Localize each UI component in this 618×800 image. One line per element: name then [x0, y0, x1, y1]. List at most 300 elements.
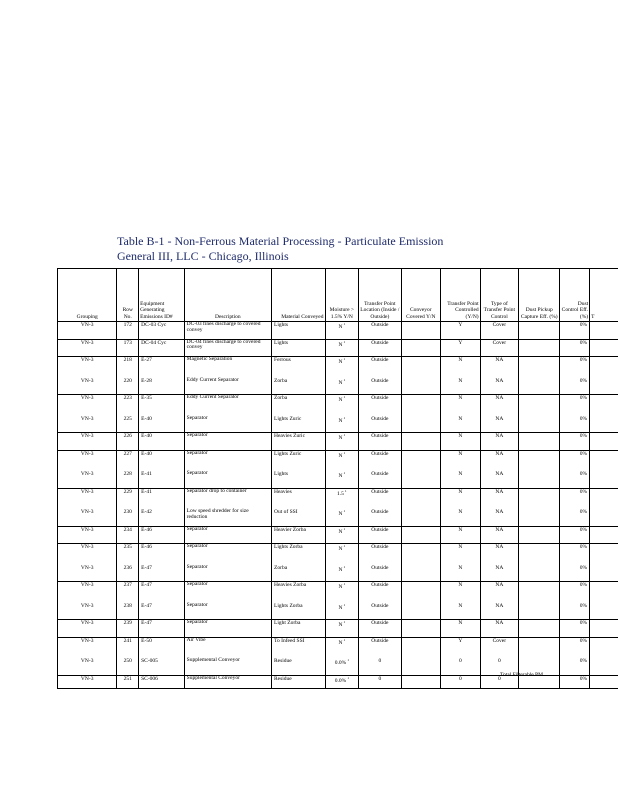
cell-controlled: Y [441, 637, 481, 654]
cell-control-eff: 0% [560, 374, 590, 395]
table-row [58, 505, 618, 526]
cell-equipment-id: E-47 [139, 582, 185, 599]
table-row [58, 374, 618, 395]
cell-covered [401, 505, 441, 526]
cell-material: Heavier Zorba [272, 526, 325, 544]
emissions-table [58, 269, 618, 689]
cell-controlled: N [441, 467, 481, 488]
cell-moisture [325, 637, 359, 654]
cell-material: Lights [272, 322, 325, 340]
cell-covered [401, 433, 441, 451]
cell-controlled: N [441, 488, 481, 505]
cell-material: Light Zorba [272, 620, 325, 638]
cell-next [590, 412, 618, 433]
cell-controlled: N [441, 544, 481, 561]
cell-control-type: NA [480, 450, 518, 467]
cell-equipment-id: E-46 [139, 526, 185, 544]
cell-control-type: NA [480, 544, 518, 561]
cell-row-no: 227 [117, 450, 139, 467]
footnote-mark: 1 [343, 564, 346, 569]
cell-location: 0 [359, 654, 401, 675]
cell-description: Separator [184, 433, 271, 451]
cell-control-type: NA [480, 412, 518, 433]
cell-next [590, 526, 618, 544]
cell-control-type: NA [480, 433, 518, 451]
table-row [58, 357, 618, 374]
cell-material: Zorba [272, 374, 325, 395]
cell-moisture [325, 412, 359, 433]
header-location: Transfer Point Location (Inside / Outside) [359, 269, 401, 322]
cell-location: Outside [359, 505, 401, 526]
cell-material: Out of SSI [272, 505, 325, 526]
footnote-mark: 1 [344, 488, 347, 493]
cell-covered [401, 357, 441, 374]
footnote-mark: 1 [343, 471, 346, 475]
cell-description: Supplemental Conveyor [184, 654, 271, 675]
cell-controlled: 0 [441, 654, 481, 675]
cell-control-eff: 0% [560, 395, 590, 412]
cell-equipment-id: E-27 [139, 357, 185, 374]
cell-equipment-id: E-40 [139, 412, 185, 433]
cell-equipment-id: DC-04 Cyc [139, 339, 185, 357]
cell-row-no: 237 [117, 582, 139, 599]
cell-location: Outside [359, 488, 401, 505]
table-row [58, 322, 618, 340]
cell-row-no: 223 [117, 395, 139, 412]
cell-row-no: 220 [117, 374, 139, 395]
footnote-mark: 1 [343, 377, 346, 382]
cell-grouping: VN-3 [58, 357, 117, 374]
cell-capture-eff [519, 620, 560, 638]
cell-covered [401, 412, 441, 433]
cell-location: Outside [359, 544, 401, 561]
moisture-value: N [338, 604, 343, 611]
table-row [58, 561, 618, 582]
cell-moisture [325, 654, 359, 675]
moisture-value: N [338, 417, 343, 424]
cell-capture-eff [519, 526, 560, 544]
moisture-value: N [338, 510, 343, 517]
cell-row-no: 173 [117, 339, 139, 357]
cell-description: Separator drop to container [184, 488, 271, 505]
cell-description: Separator [184, 467, 271, 488]
moisture-value: N [338, 452, 343, 459]
cell-grouping: VN-3 [58, 412, 117, 433]
table-row [58, 599, 618, 620]
table-row [58, 467, 618, 488]
cell-equipment-id: E-47 [139, 620, 185, 638]
cell-control-type: NA [480, 561, 518, 582]
table-row [58, 395, 618, 412]
cell-material: Ferrous [272, 357, 325, 374]
cell-control-type: 0 [480, 654, 518, 675]
cell-covered [401, 450, 441, 467]
cell-description: Separator [184, 544, 271, 561]
footnote-mark: 1 [343, 526, 346, 531]
header-equipment-id: Equipment Generating Emissions ID# [139, 269, 185, 322]
cell-controlled: N [441, 599, 481, 620]
cell-equipment-id: E-40 [139, 433, 185, 451]
cell-capture-eff [519, 433, 560, 451]
footnote-mark: 1 [343, 357, 346, 361]
cell-control-type: NA [480, 488, 518, 505]
cell-grouping: VN-3 [58, 395, 117, 412]
cell-description: Supplemental Conveyor [184, 675, 271, 689]
cell-equipment-id: E-47 [139, 599, 185, 620]
cell-material: Heavies Zuric [272, 433, 325, 451]
cell-capture-eff [519, 412, 560, 433]
header-description: Description [184, 269, 271, 322]
cell-control-eff: 0% [560, 599, 590, 620]
cell-control-type: Cover [480, 322, 518, 340]
cell-covered [401, 322, 441, 340]
cell-covered [401, 544, 441, 561]
cell-grouping: VN-3 [58, 544, 117, 561]
cell-material: Lights Zuric [272, 450, 325, 467]
footnote-mark: 1 [343, 637, 346, 642]
table-row [58, 450, 618, 467]
cell-control-type: 0 [480, 675, 518, 689]
cell-controlled: Y [441, 339, 481, 357]
cell-control-type: NA [480, 357, 518, 374]
table-row [58, 339, 618, 357]
cell-equipment-id: E-42 [139, 505, 185, 526]
cell-next [590, 433, 618, 451]
cell-equipment-id: SC-005 [139, 654, 185, 675]
cell-capture-eff [519, 561, 560, 582]
cell-controlled: N [441, 582, 481, 599]
cell-capture-eff [519, 322, 560, 340]
cell-description: Separator [184, 526, 271, 544]
cell-description: DC-03 fines discharge to covered convey [184, 322, 271, 340]
cell-controlled: N [441, 374, 481, 395]
footnote-mark: 1 [343, 450, 346, 455]
moisture-value: N [338, 566, 343, 573]
cell-row-no: 251 [117, 675, 139, 689]
cell-location: Outside [359, 582, 401, 599]
cell-capture-eff [519, 582, 560, 599]
cell-controlled: N [441, 433, 481, 451]
cell-description: Separator [184, 561, 271, 582]
cell-control-eff: 0% [560, 544, 590, 561]
cell-control-eff: 0% [560, 488, 590, 505]
cell-location: Outside [359, 374, 401, 395]
cell-next [590, 544, 618, 561]
cell-next [590, 599, 618, 620]
cell-location: Outside [359, 450, 401, 467]
header-control-type: Type of Transfer Point Control [480, 269, 518, 322]
cell-control-type: NA [480, 620, 518, 638]
cell-material: Lights Zorba [272, 599, 325, 620]
cell-control-eff: 0% [560, 467, 590, 488]
cell-material: Heavies Zorba [272, 582, 325, 599]
cell-control-type: NA [480, 395, 518, 412]
cell-control-type: NA [480, 467, 518, 488]
header-controlled: Transfer Point Controlled (Y/N) [441, 269, 481, 322]
cell-row-no: 241 [117, 637, 139, 654]
cell-equipment-id: SC-006 [139, 675, 185, 689]
cell-material: Residue [272, 675, 325, 689]
footnote-mark: 1 [343, 509, 346, 513]
cell-location: Outside [359, 637, 401, 654]
cell-material: To Infeed SSI [272, 637, 325, 654]
moisture-value: N [338, 434, 343, 441]
cell-material: Lights [272, 339, 325, 357]
cell-equipment-id: E-35 [139, 395, 185, 412]
cell-capture-eff [519, 637, 560, 654]
cell-grouping: VN-3 [58, 433, 117, 451]
moisture-value: N [338, 358, 343, 365]
cell-grouping: VN-3 [58, 620, 117, 638]
moisture-value: N [338, 621, 343, 628]
cell-controlled: N [441, 395, 481, 412]
cell-equipment-id: E-47 [139, 561, 185, 582]
cell-description: Separator [184, 599, 271, 620]
cell-controlled: N [441, 561, 481, 582]
cell-description: Air Vibe [184, 637, 271, 654]
header-moisture: Moisture > 1.5% Y/N [325, 269, 359, 322]
cell-next [590, 357, 618, 374]
cell-controlled: N [441, 505, 481, 526]
cell-controlled: N [441, 526, 481, 544]
cell-control-type: NA [480, 599, 518, 620]
cell-moisture [325, 620, 359, 638]
table-row [58, 544, 618, 561]
cell-next [590, 450, 618, 467]
cell-moisture [325, 374, 359, 395]
cell-covered [401, 395, 441, 412]
cell-material: Residue [272, 654, 325, 675]
cell-covered [401, 582, 441, 599]
cell-capture-eff [519, 599, 560, 620]
cell-row-no: 226 [117, 433, 139, 451]
cell-material: Lights [272, 467, 325, 488]
cell-row-no: 229 [117, 488, 139, 505]
cell-location: Outside [359, 322, 401, 340]
cell-location: Outside [359, 526, 401, 544]
cell-control-eff: 0% [560, 450, 590, 467]
cell-location: Outside [359, 599, 401, 620]
cell-equipment-id: E-40 [139, 450, 185, 467]
moisture-value: N [338, 341, 343, 348]
cell-next [590, 505, 618, 526]
header-next-col: T [590, 269, 618, 322]
cell-next [590, 374, 618, 395]
cell-next [590, 620, 618, 638]
moisture-value: N [338, 545, 343, 552]
cell-control-eff: 0% [560, 433, 590, 451]
cell-capture-eff [519, 357, 560, 374]
cell-control-eff: 0% [560, 654, 590, 675]
cell-equipment-id: E-28 [139, 374, 185, 395]
footnote-mark: 1 [343, 339, 346, 344]
footnote-mark: 1 [343, 322, 346, 326]
table-row [58, 412, 618, 433]
footnote-mark: 1 [343, 620, 346, 624]
cell-row-no: 250 [117, 654, 139, 675]
cell-location: Outside [359, 467, 401, 488]
cell-row-no: 235 [117, 544, 139, 561]
table-row [58, 637, 618, 654]
cell-capture-eff [519, 374, 560, 395]
cell-control-eff: 0% [560, 675, 590, 689]
cell-capture-eff [519, 395, 560, 412]
cell-material: Lights Zorba [272, 544, 325, 561]
cell-grouping: VN-3 [58, 637, 117, 654]
cell-covered [401, 620, 441, 638]
cell-grouping: VN-3 [58, 488, 117, 505]
table-row [58, 526, 618, 544]
cell-grouping: VN-3 [58, 675, 117, 689]
cell-controlled: Y [441, 322, 481, 340]
cell-next [590, 467, 618, 488]
cell-equipment-id: E-41 [139, 488, 185, 505]
cell-location: Outside [359, 412, 401, 433]
cell-description: Eddy Current Separator [184, 395, 271, 412]
footnote-mark: 1 [343, 395, 346, 399]
cell-control-eff: 0% [560, 582, 590, 599]
footnote-mark: 1 [347, 675, 349, 680]
cell-moisture [325, 339, 359, 357]
cell-grouping: VN-3 [58, 526, 117, 544]
cell-next [590, 395, 618, 412]
cell-material: Zorba [272, 395, 325, 412]
cell-description: Separator [184, 582, 271, 599]
header-row-no: Row No. [117, 269, 139, 322]
cell-next [590, 339, 618, 357]
cell-control-eff: 0% [560, 526, 590, 544]
cell-covered [401, 526, 441, 544]
cell-description: Separator [184, 450, 271, 467]
cell-covered [401, 675, 441, 689]
cell-next [590, 322, 618, 340]
cell-equipment-id: DC-03 Cyc [139, 322, 185, 340]
cell-row-no: 230 [117, 505, 139, 526]
cell-row-no: 234 [117, 526, 139, 544]
table-row [58, 620, 618, 638]
cell-control-eff: 0% [560, 339, 590, 357]
moisture-value: N [338, 323, 343, 330]
cell-material: Lights Zuric [272, 412, 325, 433]
moisture-value: 0.0% [334, 677, 347, 684]
footnote-mark: 1 [343, 602, 346, 607]
cell-location: 0 [359, 675, 401, 689]
cell-covered [401, 561, 441, 582]
footnote-mark: 1 [343, 544, 346, 548]
cell-description: Eddy Current Separator [184, 374, 271, 395]
cell-row-no: 225 [117, 412, 139, 433]
table-row [58, 488, 618, 505]
cell-capture-eff [519, 467, 560, 488]
cell-moisture [325, 582, 359, 599]
cell-capture-eff [519, 488, 560, 505]
table-row [58, 433, 618, 451]
cell-material: Heavies [272, 488, 325, 505]
cell-control-eff: 0% [560, 322, 590, 340]
cell-moisture [325, 599, 359, 620]
cell-controlled: N [441, 620, 481, 638]
cell-controlled: N [441, 450, 481, 467]
cell-covered [401, 599, 441, 620]
cell-grouping: VN-3 [58, 450, 117, 467]
cell-control-type: Cover [480, 339, 518, 357]
cell-next [590, 637, 618, 654]
cell-description: Separator [184, 620, 271, 638]
cell-row-no: 239 [117, 620, 139, 638]
moisture-value: N [338, 583, 343, 590]
cell-control-eff: 0% [560, 620, 590, 638]
cell-covered [401, 467, 441, 488]
cell-grouping: VN-3 [58, 505, 117, 526]
cell-covered [401, 339, 441, 357]
footnote-mark: 1 [343, 433, 346, 437]
cell-control-eff: 0% [560, 561, 590, 582]
cell-row-no: 218 [117, 357, 139, 374]
moisture-value: N [338, 472, 343, 479]
footnote-mark: 1 [343, 582, 346, 586]
cell-location: Outside [359, 561, 401, 582]
cell-control-eff: 0% [560, 637, 590, 654]
header-row [58, 269, 618, 322]
header-grouping: Grouping [58, 269, 117, 322]
cell-control-type: NA [480, 374, 518, 395]
cell-controlled: N [441, 412, 481, 433]
cell-equipment-id: E-46 [139, 544, 185, 561]
cell-equipment-id: E-50 [139, 637, 185, 654]
header-material: Material Conveyed [272, 269, 325, 322]
cell-moisture [325, 488, 359, 505]
header-capture-eff: Dust Pickup Capture Eff. (%) [519, 269, 560, 322]
cell-covered [401, 654, 441, 675]
footnote-mark: 1 [343, 415, 346, 420]
cell-moisture [325, 357, 359, 374]
footnote-mark: 1 [347, 658, 349, 662]
cell-controlled: 0 [441, 675, 481, 689]
cell-moisture [325, 561, 359, 582]
total-filterable-label: Total Filterable PM [500, 672, 543, 678]
cell-control-type: NA [480, 582, 518, 599]
cell-grouping: VN-3 [58, 582, 117, 599]
cell-covered [401, 374, 441, 395]
cell-control-eff: 0% [560, 357, 590, 374]
cell-control-eff: 0% [560, 505, 590, 526]
table-body [58, 322, 618, 690]
cell-material: Zorba [272, 561, 325, 582]
cell-control-type: Cover [480, 637, 518, 654]
cell-covered [401, 637, 441, 654]
cell-moisture [325, 505, 359, 526]
cell-moisture [325, 433, 359, 451]
cell-capture-eff [519, 450, 560, 467]
cell-next [590, 561, 618, 582]
cell-capture-eff [519, 339, 560, 357]
moisture-value: N [338, 396, 343, 403]
cell-covered [401, 488, 441, 505]
cell-next [590, 582, 618, 599]
cell-location: Outside [359, 620, 401, 638]
cell-row-no: 228 [117, 467, 139, 488]
cell-location: Outside [359, 433, 401, 451]
cell-description: Low speed shredder for size reduction [184, 505, 271, 526]
cell-grouping: VN-3 [58, 654, 117, 675]
cell-moisture [325, 467, 359, 488]
cell-moisture [325, 675, 359, 689]
cell-moisture [325, 526, 359, 544]
cell-grouping: VN-3 [58, 561, 117, 582]
cell-description: Magnetic Separation [184, 357, 271, 374]
header-control-eff: Dust Control Eff. (%) [560, 269, 590, 322]
cell-controlled: N [441, 357, 481, 374]
